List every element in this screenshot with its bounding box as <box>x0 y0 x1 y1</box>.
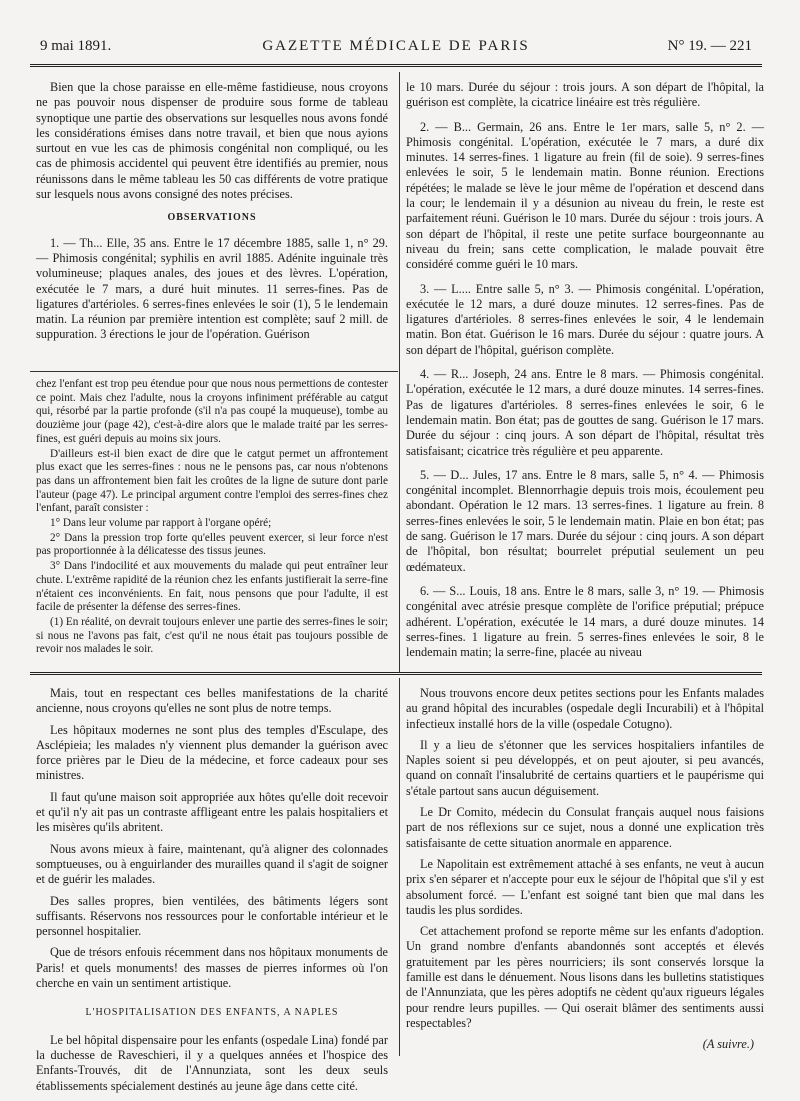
note-paragraph-2: D'ailleurs est-il bien exact de dire que le catgut permet un affrontement plus exact que les serres-fines : nous ne le pensons pas, car nous n'obtenons pas dans un affrontement bien fait les croûtes de la ligne de suture dont parle l'auteur (page 47). Le principal argument contre l'emploi des serres-fines chez l'enfant, paraît consister : <box>36 447 388 515</box>
column-divider-top <box>399 72 400 672</box>
bottom-paragraph-3: Il faut qu'une maison soit appropriée aux hôtes qu'elle doit recevoir et qu'il n'y ait pas un contraste affligeant entre les palais hospitaliers et les misères qu'ils abritent. <box>36 789 388 835</box>
note-item-2: 2° Dans la pression trop forte qu'elles peuvent exercer, si leur force n'est pas proportionnée à la délicatesse des tissus jeunes. <box>36 531 388 558</box>
case-2: 2. — B... Germain, 26 ans. Entre le 1er mars, salle 5, n° 2. — Phimosis congénital. L'opération, exécutée le 7 mars, a duré dix minutes. 14 serres-fines. 1 ligature au frein (fil de soie). 9 serres-fines enlevées le soir, 5 le lendemain matin. Bonne réunion. Erections répétées; le malade se lève le jour même de l'opération et descend dans la cour; le lendemain il y a désunion au niveau du frein, le reste est parfaitement réuni. Guérison le 10 mars. Durée du séjour : trois jours. A son départ de l'hôpital, il reste une petite surface bourgeonnante au niveau du frein; sans cette complication, le malade pouvait être considéré comme guéri le 10 mars. <box>406 119 764 272</box>
right-bottom-column <box>406 686 764 1058</box>
right-bottom-paragraph-1: Nous trouvons encore deux petites sections pour les Enfants malades au grand hôpital des incurables (ospedale degli Incurabili) et à l'hôpital infectieux installé hors de la ville (ospedale Cotugno). <box>406 686 764 731</box>
note-item-3: 3° Dans l'indocilité et aux mouvements du malade qui peut entraîner leur chute. L'extrême rapidité de la réunion chez les enfants justifierait la serre-fine n'étaient ces inconvénients. En fait, nous pensons que pour l'adulte, il est facile de présenter la défense des serres-fines. <box>36 560 388 614</box>
to-be-continued: (A suivre.) <box>702 1037 754 1052</box>
bottom-paragraph-7: Le bel hôpital dispensaire pour les enfants (ospedale Lina) fondé par la duchesse de Raveschieri, il y a quelques années et l'hospice des Enfants-Trouvés, dit de l'Annunziata, sont les deux seuls établissements spécialement destinés au jeune âge dans cette cité. <box>36 1032 388 1093</box>
left-bottom-column <box>36 686 388 1093</box>
bottom-paragraph-5: Des salles propres, bien ventilées, des bâtiments légers sont suffisants. Réservons nos ressources pour le confortable intérieur et le personnel hospitalier. <box>36 893 388 939</box>
bottom-paragraph-1: Mais, tout en respectant ces belles manifestations de la charité ancienne, nous croyons qu'elles ne sont plus de notre temps. <box>36 686 388 716</box>
bottom-paragraph-2: Les hôpitaux modernes ne sont plus des temples d'Esculape, des Asclépieia; les malades n'y viennent plus demander la guérison avec force prières par le Dieu de la médecine, et force cadeaux pour ses ministres. <box>36 722 388 783</box>
page-header <box>40 38 752 60</box>
footnote-separator <box>30 371 398 372</box>
right-bottom-paragraph-4: Le Napolitain est extrêmement attaché à ses enfants, ne veut à aucun prix s'en séparer et n'accepte pour eux le séjour de l'hôpital que s'il y est absolument forcé. — L'enfant est soigné tant bien que mal dans les taudis les plus sordides. <box>406 856 764 917</box>
note-item-1: 1° Dans leur volume par rapport à l'organe opéré; <box>50 517 272 530</box>
right-top-column <box>406 80 764 668</box>
observations-heading: OBSERVATIONS <box>167 212 257 224</box>
case-3: 3. — L.... Entre salle 5, n° 3. — Phimosis congénital. L'opération, exécutée le 12 mars, a duré douze minutes. 12 serres-fines. Pas de ligatures d'artérioles. 8 serres-fines enlevées le soir, 4 le lendemain matin. Bon état. Guérison le 16 mars. Durée du séjour : quatre jours. A son départ de l'hôpital, guérison complète. <box>406 281 764 357</box>
section-separator <box>30 672 762 675</box>
right-bottom-paragraph-3: Le Dr Comito, médecin du Consulat français auquel nous faisions part de nos réflexions sur ce sujet, nous a donné une explication très satisfaisante de cette situation anormale en apparence. <box>406 805 764 850</box>
right-bottom-paragraph-2: Il y a lieu de s'étonner que les services hospitaliers infantiles de Naples soient si peu développés, et on peut ajouter, si peu avancés, quand on connaît l'insalubrité de certains quartiers et le paupérisme qui s'étale partout sans aucun déguisement. <box>406 737 764 798</box>
column-divider-bottom <box>399 678 400 1056</box>
case-1: 1. — Th... Elle, 35 ans. Entre le 17 décembre 1885, salle 1, n° 29. — Phimosis congénital; syphilis en avril 1885. Adénite inguinale très volumineuse; plaques anales, des joues et des lèvres. L'opération, exécutée le 7 mars, a duré huit minutes. 11 serres-fines. Pas de ligatures d'artérioles. 6 serres-fines enlevées le soir (1), 5 le lendemain matin. La réunion par première intention est complète; sauf 2 mill. de suppuration. 3 érections le jour de l'opération. Guérison <box>36 235 388 342</box>
case-1-continuation: le 10 mars. Durée du séjour : trois jours. A son départ de l'hôpital, la guérison est complète, la cicatrice linéaire est très régulière. <box>406 80 764 110</box>
footnote-1: (1) En réalité, on devrait toujours enlever une partie des serres-fines le soir; si nous ne l'avons pas fait, c'est qu'il ne nous était pas toujours possible de revoir nos malades le soir. <box>36 615 388 656</box>
right-bottom-paragraph-5: Cet attachement profond se reporte même sur les enfants d'adoption. Un grand nombre d'enfants abandonnés sont acceptés et élevés gratuitement par les pères nourriciers; ils sont conservés lorsque la famille est dans le dénuement. Nous lisons dans les bulletins statistiques de l'Annunziata, que les pères adoptifs ne cèdent qu'aux rigueurs légales pour rendre leurs pupilles. — Qui oserait blâmer des sentiments aussi respectables? <box>406 924 764 1030</box>
case-6: 6. — S... Louis, 18 ans. Entre le 8 mars, salle 3, n° 19. — Phimosis congénital avec atrésie presque complète de l'orifice préputial; prépuce adhérent. L'opération, exécutée le 14 mars, a duré douze minutes. 14 serres-fines. 1 ligature au frein. 5 serres-fines enlevées le soir, 8 le lendemain matin; la serre-fine, placée au niveau <box>406 583 764 660</box>
case-4: 4. — R... Joseph, 24 ans. Entre le 8 mars. — Phimosis congénital. L'opération, exécutée le 12 mars, a duré douze minutes. 14 serres-fines. Pas de ligatures d'artérioles. 8 serres-fines enlevées le soir, 6 le lendemain matin. Bon état; pas de gouttes de sang. Guérison le 17 mars. Durée du séjour : cinq jours. A son départ de l'hôpital, résultat très satisfaisant; cicatrice très régulière et peu apparente. <box>406 367 764 458</box>
bottom-paragraph-6: Que de trésors enfouis récemment dans nos hôpitaux monuments de Paris! et quels monuments! des masses de pierres informes où l'on cherche en vain un sentiment artistique. <box>36 945 388 991</box>
journal-title: GAZETTE MÉDICALE DE PARIS <box>262 38 530 54</box>
left-note-column <box>36 378 388 668</box>
case-5: 5. — D... Jules, 17 ans. Entre le 8 mars, salle 5, n° 4. — Phimosis congénital incomplet. Blennorrhagie depuis trois mois, écoulement peu abondant. Opération le 12 mars. 13 serres-fines. 1 ligature au frein. 8 serres-fines enlevées le soir, 5 le lendemain matin. Plaie en bon état; pas de sang. Guérison le 17 mars. Durée du séjour : cinq jours. A son départ de l'hôpital, bon résultat; bourrelet préputial seulement un peu œdémateux. <box>406 467 764 574</box>
left-top-column <box>36 80 388 368</box>
header-rule <box>30 64 762 67</box>
issue-date: 9 mai 1891. <box>40 38 112 54</box>
issue-number: N° 19. — 221 <box>667 38 752 54</box>
bottom-paragraph-4: Nous avons mieux à faire, maintenant, qu'à aligner des colonnades somptueuses, ou à enguirlander des murailles quand il s'agit de soigner et de guérir les malades. <box>36 841 388 887</box>
intro-paragraph: Bien que la chose paraisse en elle-même fastidieuse, nous croyons ne pas pouvoir nous dispenser de produire sous forme de tableau synoptique une partie des observations sur lesquelles nous avons fondé les considérations émises dans notre travail, et bien que nous ayions surtout en vue les cas de phimosis congénital non compliqué, ou les cas de phimosis accidentel qui peuvent être identifiés au premier, nous réunissons dans le même tableau les 50 cas différents de votre pratique sur lesquels nous avons consigné des notes précises. <box>36 80 388 202</box>
note-paragraph-1: chez l'enfant est trop peu étendue pour que nous nous permettions de contester ce point. Mais chez l'adulte, nous la croyons infiniment préférable au catgut qui, résorbé par la partie profonde (s'il n'a pas coupé la muqueuse), tombe au douzième jour (page 42), c'est-à-dire alors que le malade traité par les serres-fines, est guéri depuis au moins six jours. <box>36 378 388 445</box>
section-heading: L'HOSPITALISATION DES ENFANTS, A NAPLES <box>85 1007 339 1019</box>
